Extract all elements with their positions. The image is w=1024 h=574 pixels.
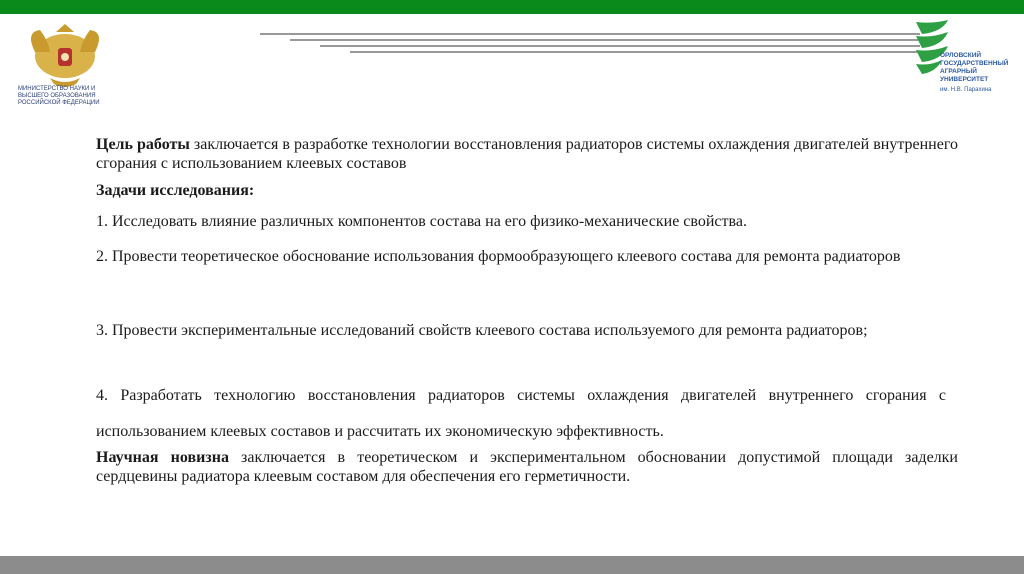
decorative-lines xyxy=(260,30,920,60)
task-item-3: 3. Провести экспериментальные исследований свойств клеевого состава используемого для ремонта радиаторов; xyxy=(96,322,868,339)
task-item-1: 1. Исследовать влияние различных компонентов состава на его физико-механические свойства. xyxy=(96,213,747,230)
top-accent-bar xyxy=(0,0,1024,14)
bottom-accent-bar xyxy=(0,556,1024,574)
novelty-label: Научная новизна xyxy=(96,449,229,466)
novelty-paragraph xyxy=(96,448,958,486)
goal-text: заключается в разработке технологии восстановления радиаторов системы охлаждения двигателей внутреннего сгорания с использованием клеевых составов xyxy=(96,136,958,172)
task-item-2: 2. Провести теоретическое обоснование использования формообразующего клеевого состава для ремонта радиаторов xyxy=(96,248,901,265)
task-item-4: 4. Разработать технологию восстановления радиаторов системы охлаждения двигателей внутреннего сгорания с использованием клеевых составов и рассчитать их экономическую эффективность. xyxy=(96,387,946,440)
university-subtitle: им. Н.В. Парахина xyxy=(940,87,992,93)
goal-paragraph xyxy=(96,135,958,173)
goal-label: Цель работы xyxy=(96,136,190,153)
ministry-caption: МИНИСТЕРСТВО НАУКИ И ВЫСШЕГО ОБРАЗОВАНИЯ РОССИЙСКОЙ ФЕДЕРАЦИИ xyxy=(18,86,100,106)
university-name: ОРЛОВСКИЙ ГОСУДАРСТВЕННЫЙ АГРАРНЫЙ УНИВЕРСИТЕТ xyxy=(940,52,1009,83)
novelty-text: заключается в теоретическом и экспериментальном обосновании допустимой площади заделки сердцевины радиатора клеевым составом для обеспечения его герметичности. xyxy=(96,449,958,485)
tasks-title: Задачи исследования: xyxy=(96,182,255,199)
